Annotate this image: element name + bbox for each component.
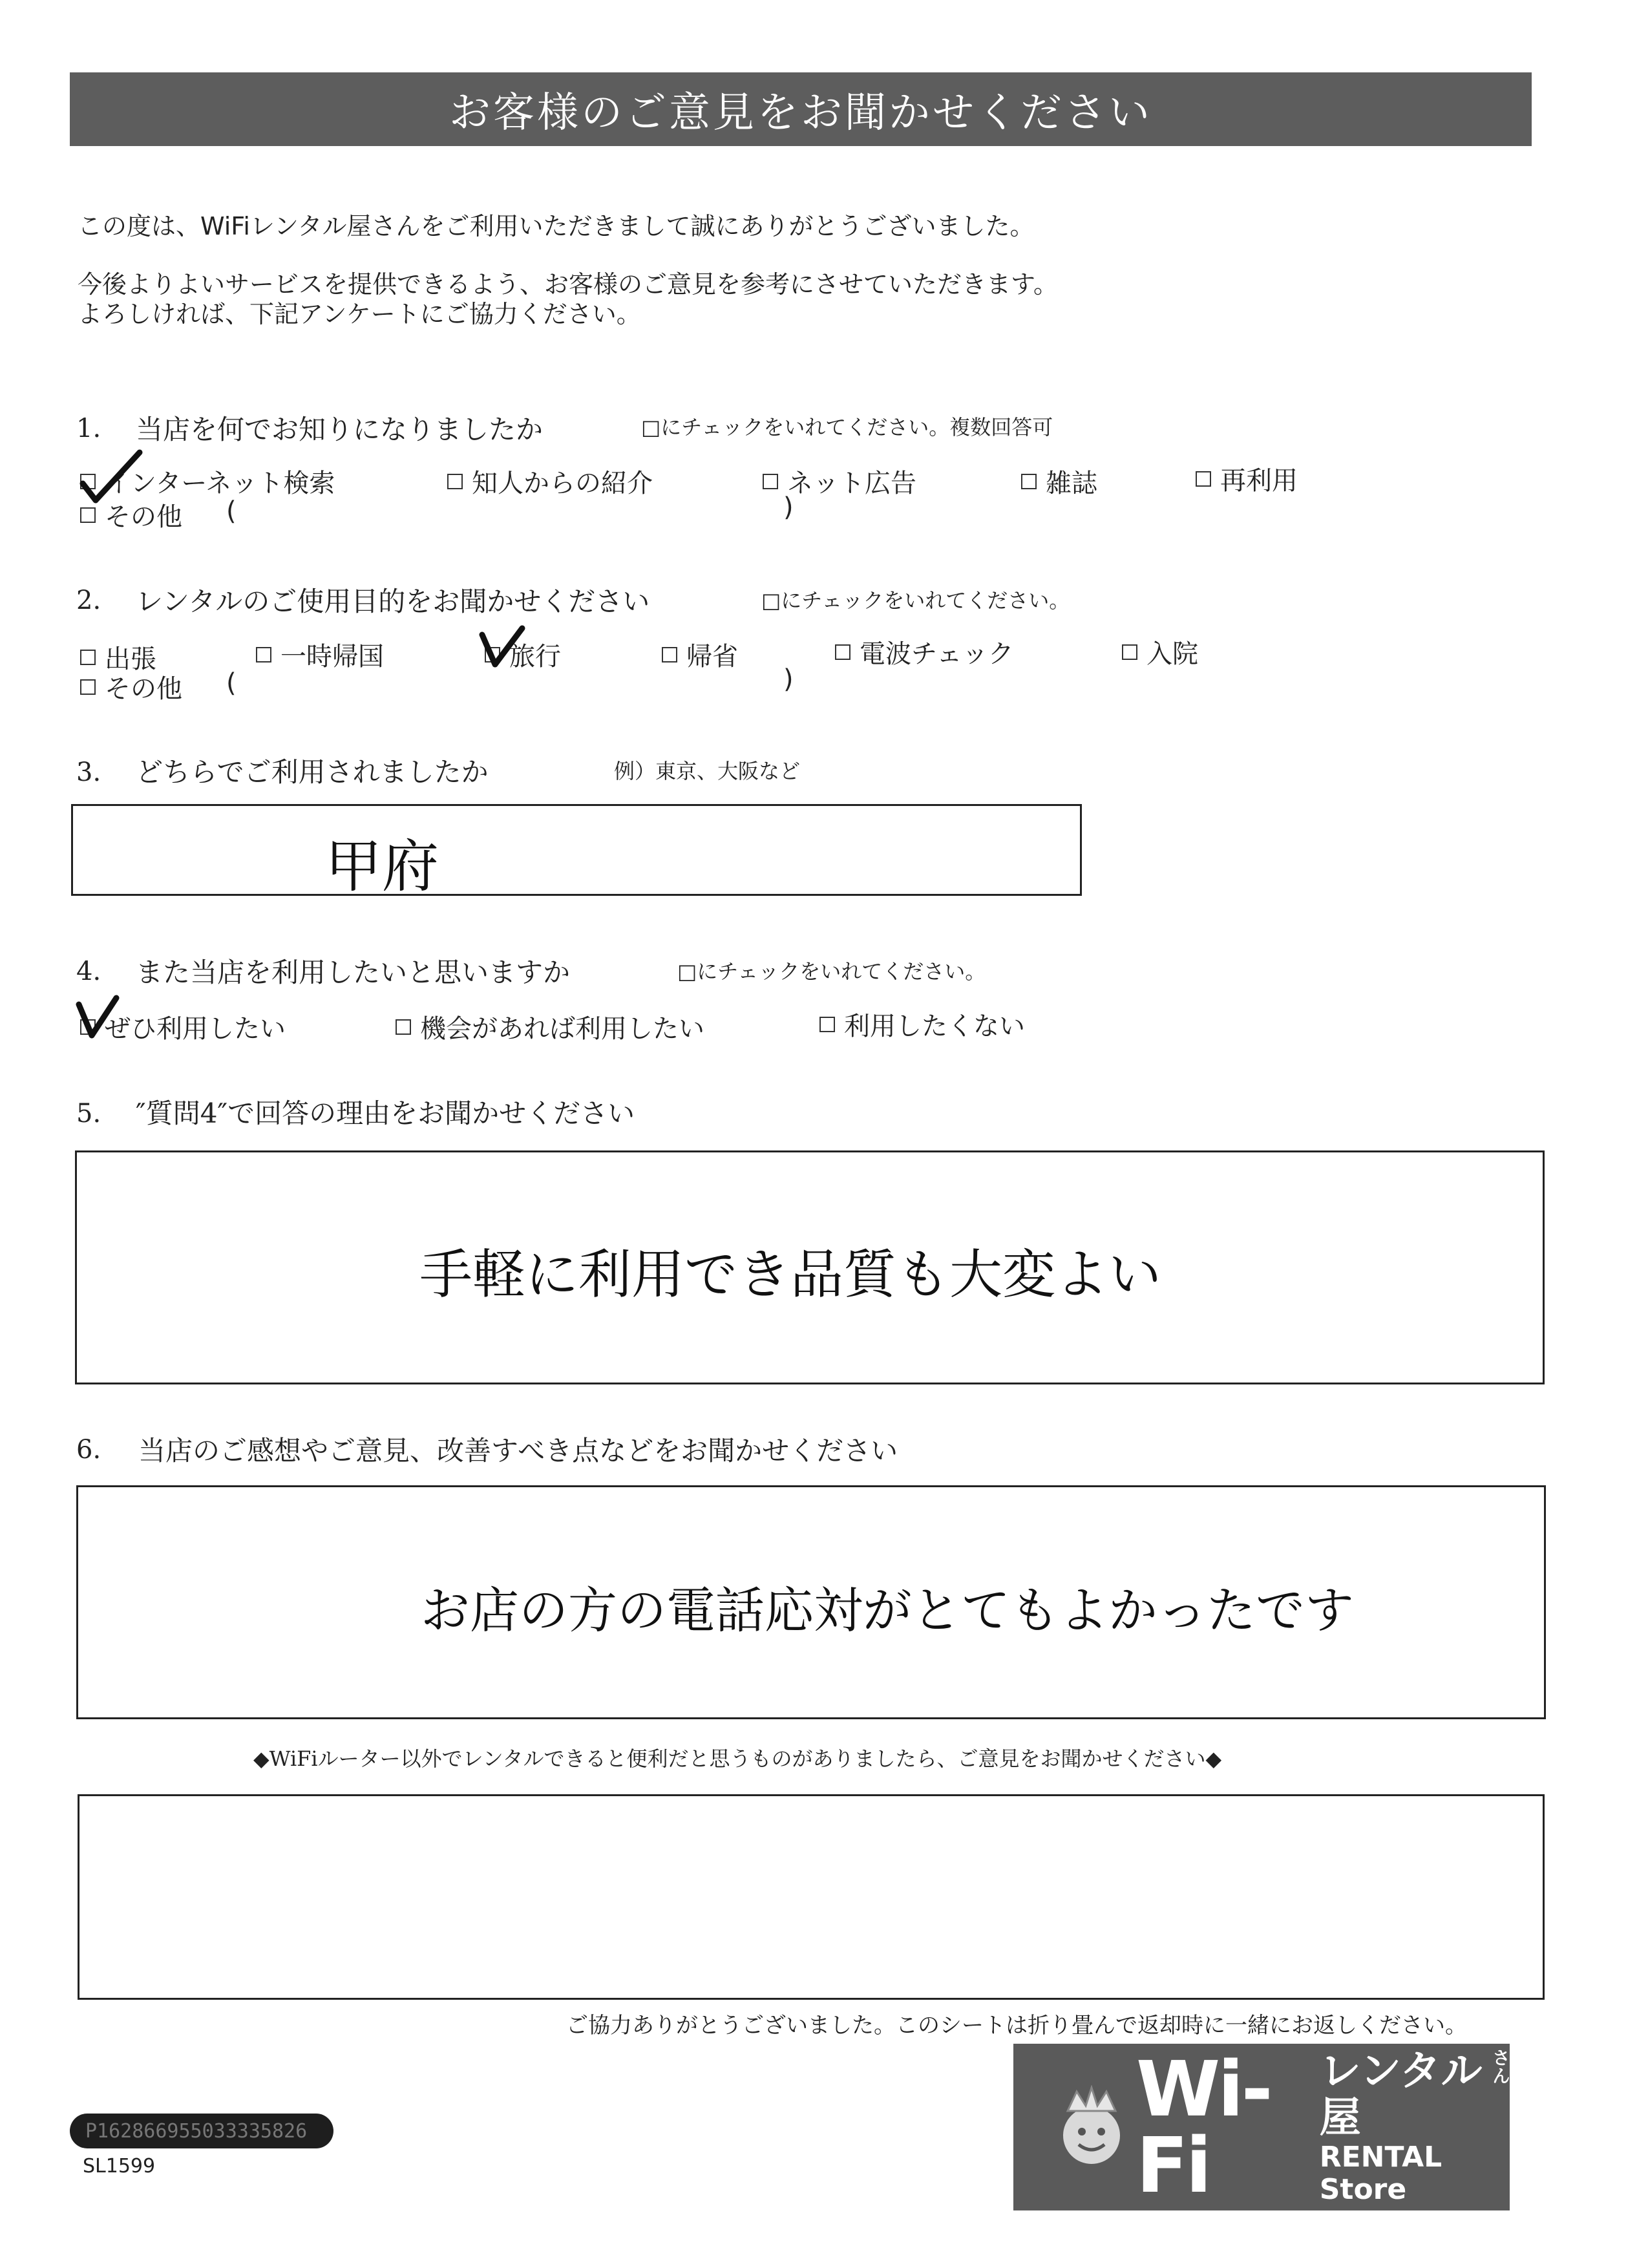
q2-number: 2. (76, 586, 101, 615)
checkbox[interactable] (835, 644, 850, 660)
q3-note: 例）東京、大阪など (614, 759, 801, 783)
q1-number: 1. (76, 414, 101, 443)
q2-option-travel[interactable]: 旅行 (485, 636, 561, 673)
q2-option-other[interactable]: その他 (80, 668, 182, 705)
q1-option-magazine[interactable]: 雑誌 (1021, 463, 1097, 500)
q1-option-reuse[interactable]: 再利用 (1196, 460, 1298, 497)
logo-en-text: RENTAL Store (1319, 2141, 1442, 2206)
q2-handwritten-check-mark (477, 624, 529, 676)
q1-option-internet[interactable]: インターネット検索 (80, 463, 335, 500)
q2-option-business-trip[interactable]: 出張 (80, 639, 156, 675)
checkbox[interactable] (763, 474, 778, 489)
checkbox[interactable] (447, 474, 463, 489)
q2-other-paren-close: ) (783, 664, 794, 694)
q4-question: また当店を利用したいと思いますか (136, 957, 571, 988)
checkbox[interactable] (819, 1017, 835, 1032)
q1-option-referral[interactable]: 知人からの紹介 (447, 463, 653, 500)
extra-prompt: ◆WiFiルーター以外でレンタルできると便利だと思うものがありましたら、ご意見をお聞かせください◆ (253, 1746, 1222, 1771)
serial-number: SL1599 (83, 2155, 156, 2178)
q4-option-if-opportunity[interactable]: 機会があれば利用したい (396, 1008, 704, 1045)
q1-question: 当店を何でお知りになりましたか (136, 414, 544, 445)
q6-handwritten-answer: お店の方の電話応対がとてもよかったです (421, 1582, 1354, 1639)
q2-question: レンタルのご使用目的をお聞かせください (136, 586, 650, 617)
q1-other-paren-open: ( (226, 496, 237, 526)
q2-option-temporary-return[interactable]: 一時帰国 (256, 636, 384, 673)
form-title-banner (70, 72, 1532, 146)
q1-option-net-ad[interactable]: ネット広告 (763, 463, 916, 500)
q4-option-definitely[interactable]: ぜひ利用したい (80, 1008, 286, 1045)
extra-answer-box[interactable] (78, 1794, 1545, 2000)
checkbox[interactable] (396, 1019, 411, 1035)
q5-number: 5. (76, 1099, 101, 1129)
logo-jp-text: レンタル屋 (1319, 2048, 1483, 2142)
checkbox[interactable] (1196, 471, 1211, 487)
q3-handwritten-answer: 甲府 (325, 833, 439, 900)
intro-line-3: よろしければ、下記アンケートにご協力ください。 (78, 300, 641, 328)
barcode-label (70, 2114, 333, 2148)
q6-question: 当店のご感想やご意見、改善すべき点などをお聞かせください (138, 1435, 898, 1467)
q3-number: 3. (76, 758, 101, 787)
checkbox[interactable] (1021, 474, 1037, 489)
logo-san-text: さん (1490, 2048, 1511, 2084)
checkbox[interactable] (1122, 644, 1137, 660)
intro-line-2: 今後よりよいサービスを提供できるよう、お客様のご意見を参考にさせていただきます。 (78, 270, 1058, 299)
q4-option-no[interactable]: 利用したくない (819, 1006, 1025, 1043)
q4-note: □にチェックをいれてください。 (677, 959, 986, 984)
q4-handwritten-check-mark (72, 993, 124, 1044)
checkbox[interactable] (80, 679, 96, 695)
q1-handwritten-check-mark (70, 446, 147, 504)
q6-answer-box[interactable] (76, 1485, 1546, 1719)
footer-thanks: ご協力ありがとうございました。このシートは折り畳んで返却時に一緒にお返しください。 (566, 2013, 1467, 2039)
q4-number: 4. (76, 957, 101, 986)
q2-note: □にチェックをいれてください。 (761, 588, 1070, 613)
checkbox[interactable] (662, 647, 677, 662)
wifi-rental-logo (1013, 2044, 1510, 2210)
checkbox[interactable] (80, 650, 96, 665)
logo-wifi-text: Wi-Fi (1136, 2044, 1271, 2210)
q5-handwritten-answer: 手軽に利用でき品質も大変よい (419, 1244, 1162, 1306)
q3-question: どちらでご利用されましたか (136, 756, 489, 788)
barcode-text: P162866955033335826 (85, 2119, 308, 2143)
q1-note: □にチェックをいれてください。複数回答可 (641, 415, 1053, 440)
q1-other-paren-close: ) (783, 493, 794, 522)
q5-question: ″質問4″で回答の理由をお聞かせください (136, 1097, 635, 1129)
q3-answer-box[interactable] (71, 804, 1082, 900)
q2-option-signal-check[interactable]: 電波チェック (835, 633, 1014, 670)
checkbox[interactable] (80, 507, 96, 523)
q6-number: 6. (76, 1435, 101, 1465)
form-title: お客様のご意見をお聞かせください (449, 89, 1152, 137)
mascot-crown-icon (1050, 2085, 1134, 2169)
q2-other-paren-open: ( (226, 668, 237, 698)
q2-option-homecoming[interactable]: 帰省 (662, 636, 738, 673)
q5-answer-box[interactable] (75, 1150, 1545, 1384)
intro-line-1: この度は、WiFiレンタル屋さんをご利用いただきまして誠にありがとうございました。 (78, 212, 1035, 240)
q1-option-other[interactable]: その他 (80, 496, 182, 533)
checkbox[interactable] (256, 647, 271, 662)
q2-option-hospitalization[interactable]: 入院 (1122, 633, 1198, 670)
